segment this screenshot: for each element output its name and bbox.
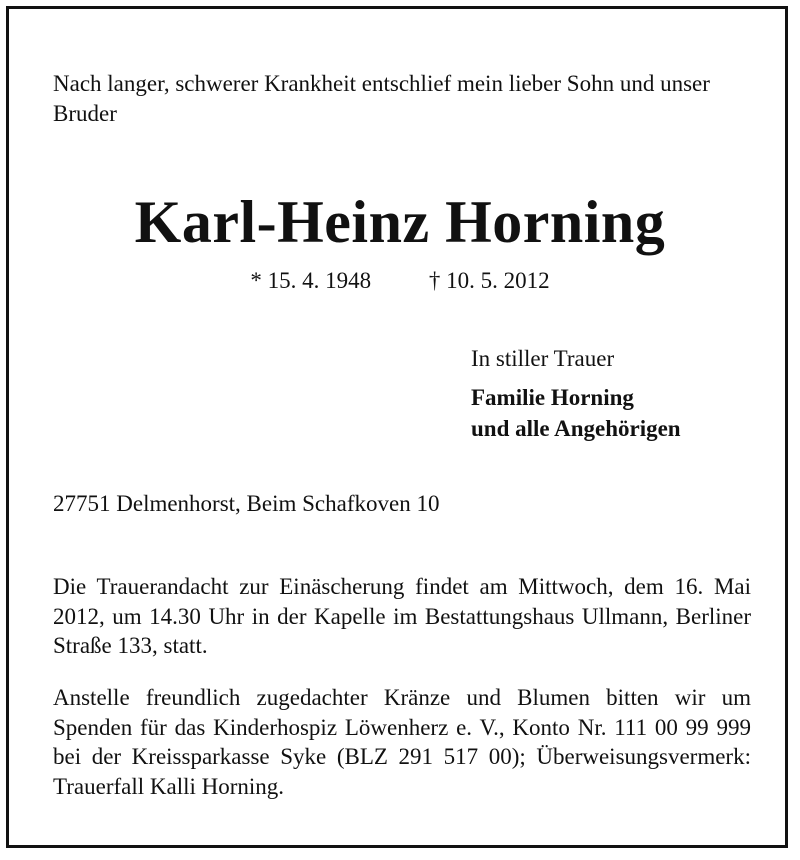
- donation-request: Anstelle freundlich zugedachter Kränze und Blumen bitten wir um Spenden für das Kinderhospiz Löwenherz e. V., Konto Nr. 111 00 99 999 bei der Kreissparkasse Syke (BLZ 291 517 00); Überweisungsvermerk: Trauerfall Kalli Horning.: [53, 685, 751, 799]
- deceased-name: Karl-Heinz Horning: [134, 189, 666, 255]
- birth-date: * 15. 4. 1948: [250, 268, 372, 293]
- family-name: Familie Horning: [471, 385, 634, 410]
- obituary-notice: [6, 6, 788, 848]
- mourners-block: [471, 343, 771, 444]
- death-date: † 10. 5. 2012: [428, 268, 550, 293]
- service-announcement: Die Trauerandacht zur Einäscherung findet am Mittwoch, dem 16. Mai 2012, um 14.30 Uhr in der Kapelle im Bestattungshaus Ullmann, Berliner Straße 133, statt.: [53, 574, 751, 658]
- family-address: 27751 Delmenhorst, Beim Schafkoven 10: [53, 491, 440, 516]
- life-dates: [9, 267, 791, 295]
- intro-text: Nach langer, schwerer Krankheit entschlief mein lieber Sohn und unser Bruder: [53, 71, 710, 126]
- relatives-line: und alle Angehörigen: [471, 416, 681, 441]
- mourning-phrase: In stiller Trauer: [471, 346, 615, 371]
